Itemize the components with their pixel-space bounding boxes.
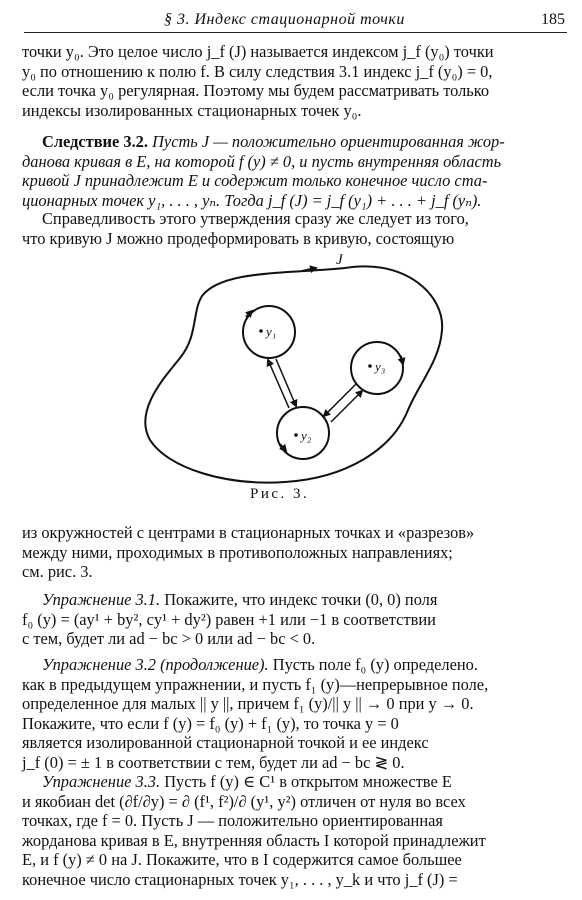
text-line: Покажите, что если f (y) = f₀ (y) + f₁ (y), то точка y = 0 bbox=[22, 713, 399, 733]
text-line: точках, где f = 0. Пусть J — положительно ориентированная bbox=[22, 811, 443, 831]
circle-y1 bbox=[243, 306, 295, 358]
text-line: между ними, проходимых в противоположных направлениях; bbox=[22, 542, 453, 562]
point-label-y2: y₂ bbox=[301, 428, 312, 443]
corollary-title: Следствие 3.2. bbox=[42, 132, 148, 151]
text-line: из окружностей с центрами в стационарных точках и «разрезов» bbox=[22, 523, 475, 542]
circle-y2-arrow bbox=[280, 444, 286, 451]
cut-y1-y2-b bbox=[268, 360, 289, 408]
text-line: Пусть J — положительно ориентированная жор- bbox=[152, 132, 505, 151]
exercise-3-3 bbox=[22, 772, 567, 890]
text-line: кривой J принадлежит E и содержит только конечное число ста- bbox=[22, 171, 488, 191]
text-line: E, и f (y) ≠ 0 на J. Покажите, что в I содержится самое большее bbox=[22, 850, 462, 870]
point-label-y1: y₁ bbox=[266, 324, 277, 339]
running-header bbox=[24, 8, 567, 33]
text-line: см. рис. 3. bbox=[22, 562, 93, 582]
circle-y3-arrow bbox=[401, 356, 403, 364]
text-line: как в предыдущем упражнении, и пусть f₁ (y)—непрерывное поле, bbox=[22, 674, 489, 694]
text-line: жорданова кривая в E, внутренняя область I которой принадлежит bbox=[22, 830, 486, 850]
figure-caption: Рис. 3. bbox=[250, 486, 310, 502]
text-line: Покажите, что индекс точки (0, 0) поля bbox=[164, 590, 438, 609]
curve-label-j: J bbox=[336, 252, 343, 268]
proof-paragraph bbox=[22, 209, 567, 248]
text-line: является изолированной стационарной точкой и ее индекс bbox=[22, 733, 429, 753]
exercise-title: Упражнение 3.3. bbox=[42, 772, 161, 791]
point-label-y3: y₃ bbox=[375, 359, 386, 374]
text-line: данова кривая в E, на которой f (y) ≠ 0, и пусть внутренняя область bbox=[22, 151, 502, 171]
point-y2 bbox=[294, 433, 298, 437]
text-line: j_f (0) = ± 1 в соответствии с тем, будет ли ad − bc ≷ 0. bbox=[22, 752, 405, 772]
cut-y3-y2-a bbox=[324, 384, 356, 416]
cut-y3-y2-b bbox=[331, 391, 362, 422]
text-line: ционарных точек y₁, . . . , yₙ. Тогда j_f (J) = j_f (y₁) + . . . + j_f (yₙ). bbox=[22, 190, 482, 210]
exercise-3-2 bbox=[22, 655, 567, 773]
circle-y3 bbox=[351, 342, 403, 394]
text-line: f₀ (y) = (ay¹ + by², cy¹ + dy²) равен +1 или −1 в соответствии bbox=[22, 609, 436, 629]
page-number: 185 bbox=[541, 11, 565, 28]
exercise-title: Упражнение 3.1. bbox=[42, 590, 161, 609]
text-line: Пусть поле f₀ (y) определено. bbox=[272, 655, 478, 674]
exercise-title: Упражнение 3.2 (продолжение). bbox=[42, 655, 269, 674]
text-line: с тем, будет ли ad − bc > 0 или ad − bc < 0. bbox=[22, 629, 316, 649]
text-line: индексы изолированных стационарных точек y₀. bbox=[22, 100, 362, 120]
exercise-3-1 bbox=[22, 590, 567, 649]
text-line: Пусть f (y) ∈ C¹ в открытом множестве E bbox=[164, 772, 452, 791]
after-figure-paragraph bbox=[22, 523, 567, 582]
point-y3 bbox=[368, 364, 372, 368]
cut-y1-y2-a bbox=[276, 359, 296, 406]
curve-arrow bbox=[302, 268, 316, 271]
text-line: y₀ по отношению к полю f. В силу следствия 3.1 индекс j_f (y₀) = 0, bbox=[22, 61, 493, 81]
text-line: и якобиан det (∂f/∂y) = ∂ (f¹, f²)/∂ (y¹, y²) отличен от нуля во всех bbox=[22, 791, 466, 811]
text-line: если точка y₀ регулярная. Поэтому мы будем рассматривать только bbox=[22, 81, 490, 101]
text-line: определенное для малых || y ||, причем f₁ (y)/|| y || → 0 при y → 0. bbox=[22, 694, 474, 714]
corollary-paragraph bbox=[22, 132, 567, 210]
text-line: конечное число стационарных точек y₁, . . . , y_k и что j_f (J) = bbox=[22, 869, 458, 889]
point-y1 bbox=[259, 329, 263, 333]
text-line: что кривую J можно продеформировать в кривую, состоящую bbox=[22, 228, 455, 248]
text-line: Справедливость этого утверждения сразу же следует из того, bbox=[42, 209, 469, 228]
running-title: § 3. Индекс стационарной точки bbox=[164, 11, 405, 28]
circle-y1-arrow bbox=[246, 311, 252, 317]
intro-paragraph bbox=[22, 42, 567, 120]
circle-y2 bbox=[277, 407, 329, 459]
text-line: точки y₀. Это целое число j_f (J) называется индексом j_f (y₀) точки bbox=[22, 42, 494, 61]
jordan-curve-j bbox=[145, 266, 442, 482]
